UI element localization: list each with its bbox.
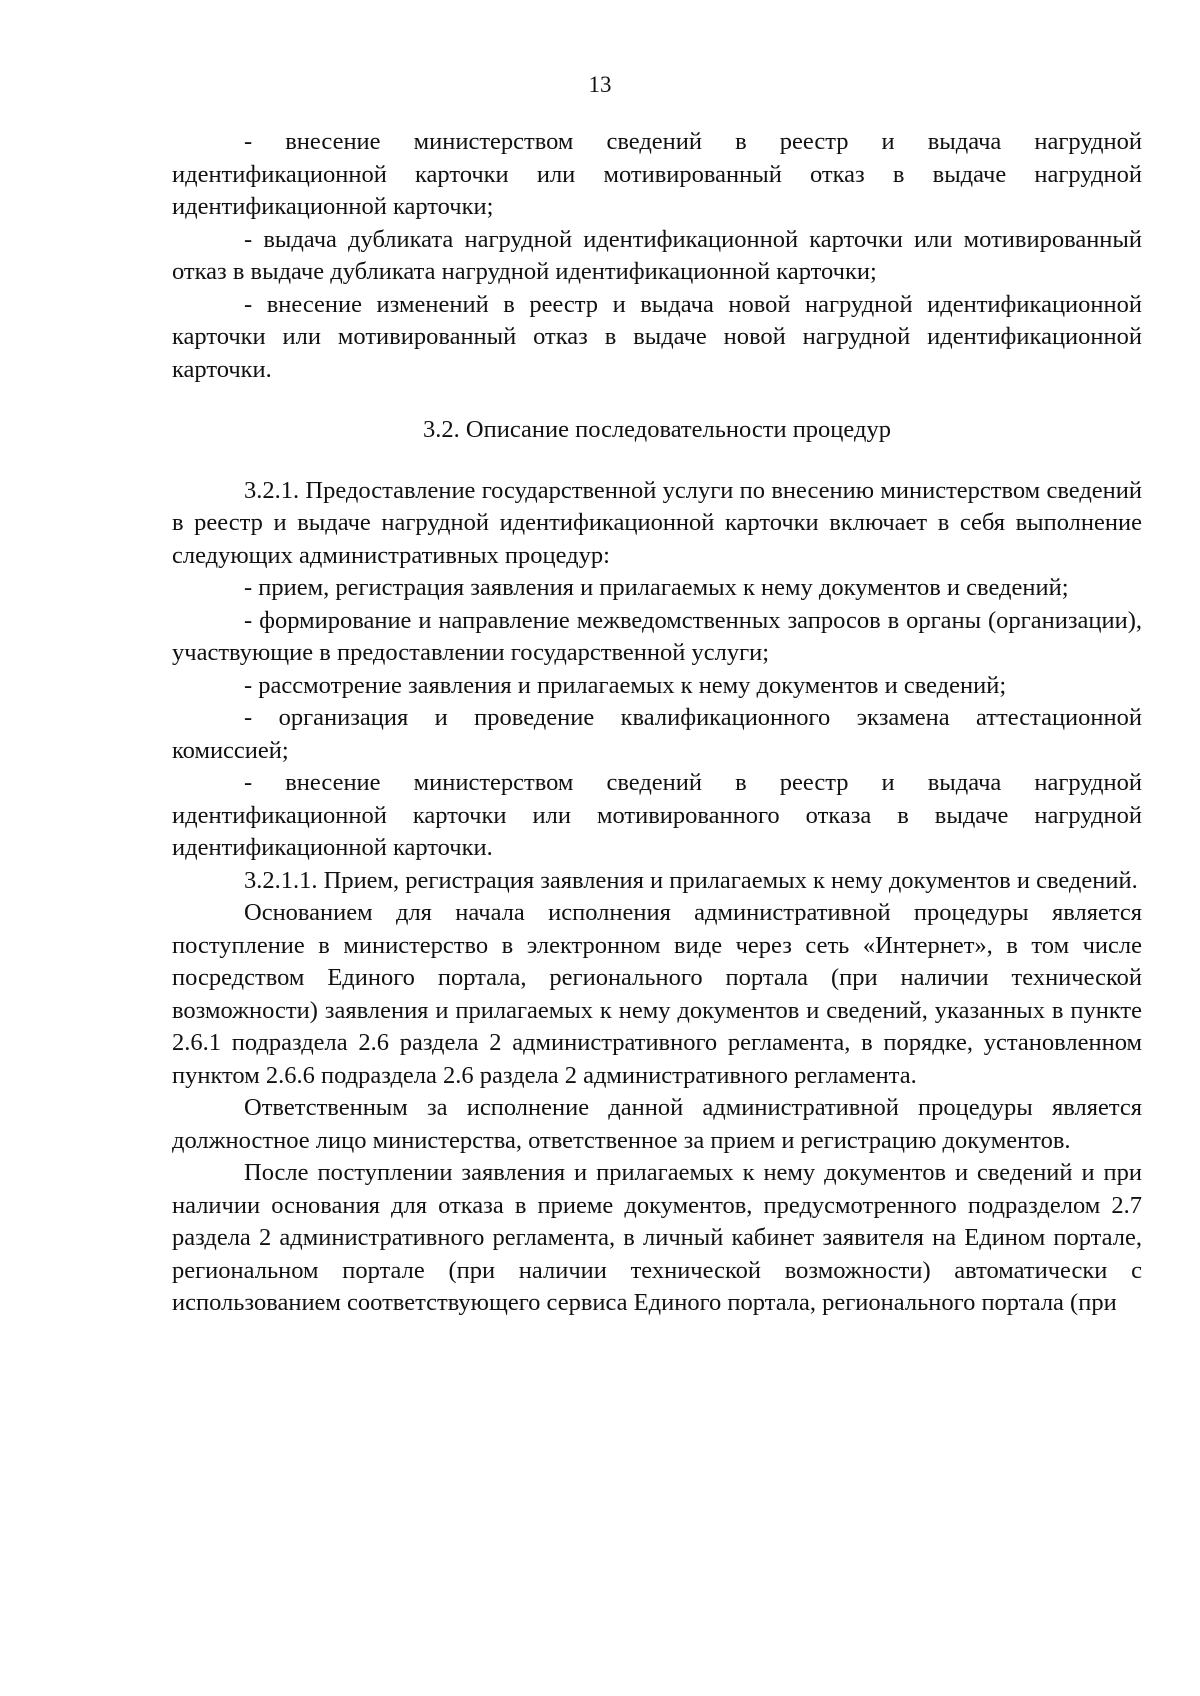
paragraph: - рассмотрение заявления и прилагаемых к нему документов и сведений; <box>244 671 1007 699</box>
paragraph: После поступлении заявления и прилагаемых к нему документов и сведений и при наличии основания для отказа в приеме документов, предусмотренного подразделом 2.7 раздела 2 административного регламента, в личный кабинет заявителя на Едином портале, региональном портале (при наличии технической возможности) автоматически с использованием соответствующего сервиса Единого портала, регионального портала (при <box>172 1159 1142 1316</box>
paragraph: - внесение министерством сведений в реестр и выдача нагрудной идентификационной карточки или мотивированного отказа в выдаче нагрудной идентификационной карточки. <box>172 769 1142 861</box>
paragraph: Основанием для начала исполнения административной процедуры является поступление в министерство в электронном виде через сеть «Интернет», в том числе посредством Единого портала, регионального портала (при наличии технической возможности) заявления и прилагаемых к нему документов и сведений, указанных в пункте 2.6.1 подраздела 2.6 раздела 2 административного регламента, в порядке, установленном пунктом 2.6.6 подраздела 2.6 раздела 2 административного регламента. <box>172 899 1142 1089</box>
paragraph: - внесение министерством сведений в реестр и выдача нагрудной идентификационной карточки или мотивированный отказ в выдаче нагрудной идентификационной карточки; <box>172 128 1142 220</box>
document-body <box>172 126 1142 1320</box>
paragraph: 3.2.1.1. Прием, регистрация заявления и прилагаемых к нему документов и сведений. <box>244 866 1138 894</box>
paragraph: - организация и проведение квалификационного экзамена аттестационной комиссией; <box>172 704 1142 764</box>
paragraph: - прием, регистрация заявления и прилагаемых к нему документов и сведений; <box>244 574 1069 601</box>
paragraph: - выдача дубликата нагрудной идентификационной карточки или мотивированный отказ в выдаче дубликата нагрудной идентификационной карточки; <box>172 225 1142 285</box>
section-heading: 3.2. Описание последовательности процедур <box>423 416 891 443</box>
paragraph: Ответственным за исполнение данной административной процедуры является должностное лицо министерства, ответственное за прием и регистрацию документов. <box>172 1094 1142 1154</box>
paragraph: - формирование и направление межведомственных запросов в органы (организации), участвующие в предоставлении государственной услуги; <box>172 606 1142 666</box>
page-number: 13 <box>588 72 612 97</box>
paragraph: 3.2.1. Предоставление государственной услуги по внесению министерством сведений в реестр и выдаче нагрудной идентификационной карточки включает в себя выполнение следующих административных процедур: <box>172 476 1142 569</box>
paragraph: - внесение изменений в реестр и выдача новой нагрудной идентификационной карточки или мотивированный отказ в выдаче новой нагрудной идентификационной карточки. <box>172 290 1142 383</box>
